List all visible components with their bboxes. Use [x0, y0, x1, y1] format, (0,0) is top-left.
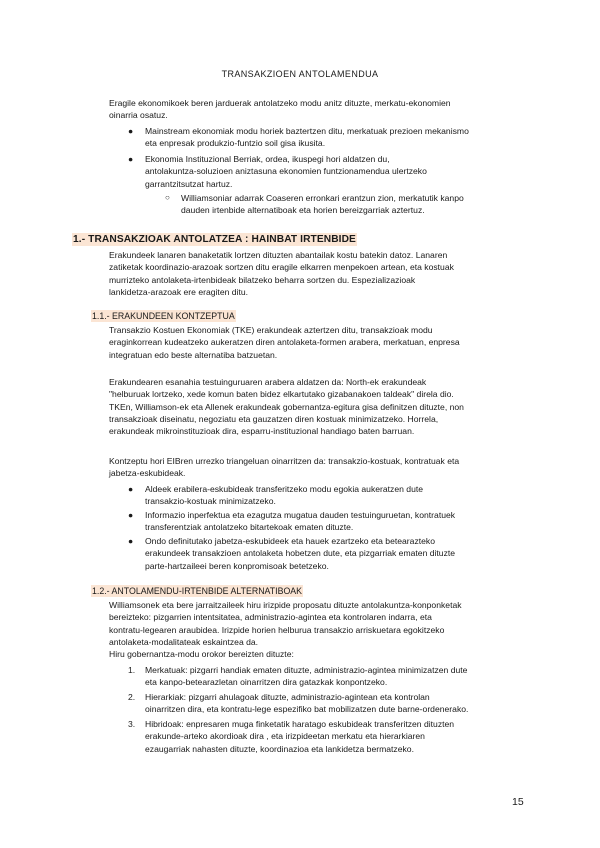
item-number: 1. — [128, 665, 136, 675]
text-line: transakzioak diseinatu, negoziatu eta gauzatzen diren kostuak minimizatzeko. Horrela, — [109, 413, 439, 424]
text-line: Transakzio Kostuen Ekonomiak (TKE) erakundeak aztertzen ditu, transakzioak modu — [109, 325, 433, 335]
text-line: Eragile ekonomikoek beren jarduerak antolatzeko modu anitz dituzte, merkatu-ekonomien — [109, 98, 451, 108]
text-line: Ekonomia Instituzional Berriak, ordea, ikuspegi hori aldatzen du, — [145, 154, 390, 164]
text-line: jabetza-eskubideak. — [109, 468, 186, 479]
text-line: Hiru gobernantza-modu orokor bereizten dituzte: — [109, 649, 294, 660]
section-heading-1-1: 1.1.- ERAKUNDEEN KONTZEPTUA — [92, 311, 235, 321]
text-line: transakzio-kostuak minimizatzeko. — [145, 496, 276, 507]
text-line: bereizteko: pizgarrien intentsitatea, administrazio-agintea eta kontrolaren indarra, eta — [109, 612, 432, 623]
text-line: Hibridoak: enpresaren muga finketatik haratago eskubideak transferitzen dituzten — [145, 719, 455, 729]
text-line: integratuan edo beste alternatiba batzuetan. — [109, 349, 278, 360]
intro-paragraph — [109, 97, 451, 122]
text-line: Kontzeptu hori EIBren urrezko triangeluan oinarritzen da: transakzio-kostuak, kontratuak eta — [109, 456, 460, 466]
section-1-1-paragraph-3 — [109, 455, 459, 480]
item-number: 3. — [128, 719, 136, 729]
text-line: garrantzitsutzat hartuz. — [145, 178, 233, 189]
text-line: Erakundeek lanaren banaketatik lortzen dituzten abantailak kostu batekin datoz. Lanaren — [109, 250, 448, 260]
text-line: Hierarkiak: pizgarri ahulagoak dituzte, administrazio-agintean eta kontrolan — [145, 692, 430, 702]
text-line: TKEn, Williamson-ek eta Allenek erakundeak gobernantza-egitura gisa definitzen dituzte, non — [109, 401, 464, 412]
text-line: antolakuntza-soluzioen aniztasuna ekonomien funtzionamendua ulertzeko — [145, 166, 427, 177]
text-line: Erakundearen esanahia testuinguruaren arabera aldatzen da: North-ek erakundeak — [109, 377, 427, 387]
disc-bullet-icon: ● — [128, 484, 134, 494]
text-line: Mainstream ekonomiak modu horiek baztertzen ditu, merkatuak prezioen mekanismo — [145, 126, 469, 136]
section-heading-1: 1.- TRANSAKZIOAK ANTOLATZEA : HAINBAT IRTENBIDE — [73, 234, 356, 245]
disc-bullet-icon: ● — [128, 536, 134, 546]
text-line: parte-hartzaileei beren konpromisoak betetzeko. — [145, 560, 329, 571]
text-line: Merkatuak: pizgarri handiak ematen dituzte, administrazio-agintea minimizatzen dute — [145, 665, 468, 675]
section-heading-1-2: 1.2.- ANTOLAMENDU-IRTENBIDE ALTERNATIBOAK — [92, 586, 303, 596]
text-line: kontratu-legearen araubidea. Irizpide horien helburua transakzio arriskuetara egokitzeko — [109, 624, 445, 635]
text-line: Informazio inperfektua eta ezagutza mugatua dauden testuinguruetan, kontratuek — [145, 510, 456, 520]
text-line: zatiketak koordinazio-arazoak sortzen ditu eragile elkarren menpekoen artean, eta kostuak — [109, 262, 454, 273]
text-line: eta enpresak produkzio-funtzio soil gisa ikusita. — [145, 138, 326, 149]
text-line: oinarritzen dira, eta kontratu-lege espezifiko bat mobilizatzen dute barne-ordenerako. — [145, 704, 469, 715]
page-number: 15 — [512, 796, 524, 808]
circle-bullet-icon: ○ — [165, 193, 170, 202]
text-line: oinarria osatuz. — [109, 110, 168, 121]
text-line: "helburuak lortzeko, xede komun baten bidez elkartutako gizabanakoen taldeak" direla dio. — [109, 389, 454, 400]
text-line: antolaketa-modalitateak eskaintzea da. — [109, 636, 259, 647]
disc-bullet-icon: ● — [128, 510, 134, 520]
text-line: transferentziak antolatzeko bitartekoak ematen dituzte. — [145, 522, 354, 533]
section-1-1-paragraph-2 — [109, 376, 464, 437]
disc-bullet-icon: ● — [128, 154, 134, 164]
text-line: erakundeak mikroinstituzioak dira, esparru-instituzional handiago baten barruan. — [109, 426, 415, 437]
text-line: Williamsoniar adarrak Coaseren erronkari erantzun zion, merkatutik kanpo — [181, 193, 464, 203]
page-title: TRANSAKZIOEN ANTOLAMENDUA — [221, 69, 379, 79]
disc-bullet-icon: ● — [128, 126, 134, 136]
text-line: ezaugarriak nahasten dituzte, koordinazioa eta lankidetza bermatzeko. — [145, 743, 414, 754]
text-line: Aldeek erabilera-eskubideak transferitzeko modu egokia aukeratzen dute — [145, 484, 424, 494]
text-line: erakundeek transakzioen antolaketa hobetzen dute, eta pizgarriak ematen dituzte — [145, 548, 456, 559]
text-line: eta kanpo-betearazletan oinarritzen dira gatazkak konpontzeko. — [145, 677, 388, 688]
text-line: murrizteko antolaketa-irtenbideak bilatzeko beharra sortzen du. Espezializazioak — [109, 274, 416, 285]
text-line: eraginkorrean kudeatzeko aukeratzen diren antolaketa-formen arabera, merkatuan, enpresa — [109, 337, 460, 348]
text-line: Williamsonek eta bere jarraitzaileek hiru irizpide proposatu dituzte antolakuntza-konponketak — [109, 600, 462, 610]
text-line: dauden irtenbide alternatiboak eta horien bereizgarriak aztertuz. — [181, 205, 425, 216]
section-1-2-paragraph-1 — [109, 599, 462, 660]
section-1-1-paragraph-1 — [109, 324, 460, 361]
text-line: lankidetza-arazoak ere eragiten ditu. — [109, 286, 249, 297]
section-1-paragraph — [109, 249, 454, 298]
item-number: 2. — [128, 692, 136, 702]
text-line: erakunde-arteko akordioak dira , eta irizpideetan merkatu eta hierarkiaren — [145, 731, 425, 742]
text-line: Ondo definitutako jabetza-eskubideek eta hauek ezartzeko eta betearazteko — [145, 536, 435, 546]
